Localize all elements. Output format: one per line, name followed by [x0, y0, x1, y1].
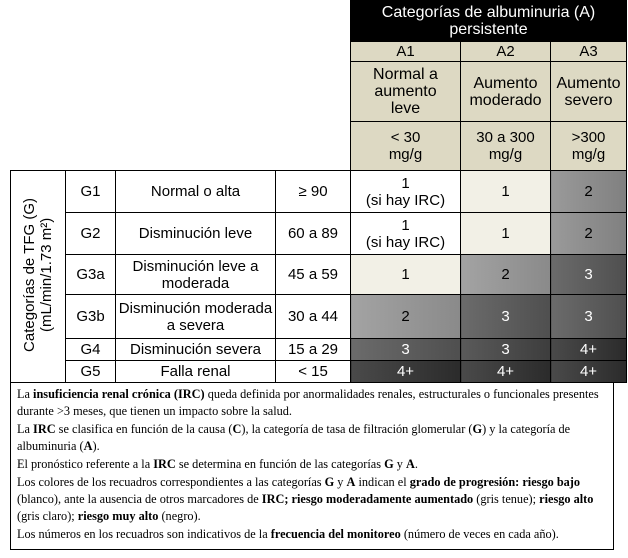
- row-code-g2: G2: [66, 213, 116, 255]
- risk-cell-g5-a1: 4+: [351, 361, 461, 383]
- col-desc-a1-line1: Normal a: [373, 66, 438, 83]
- risk-cell-g2-a1: [351, 213, 461, 255]
- kdigo-risk-table: [10, 0, 627, 383]
- row-code-g1: G1: [66, 171, 116, 213]
- gfr-side-label-text: [21, 198, 55, 352]
- risk-cell-g4-a3: 4+: [551, 339, 627, 361]
- row-desc-g4: Disminución severa: [116, 339, 276, 361]
- risk-cell-g1-a1: [351, 171, 461, 213]
- col-code-a1: A1: [351, 42, 461, 62]
- col-desc-a3: [551, 62, 627, 122]
- col-range-a2: [461, 122, 551, 171]
- risk-cell-g3b-a2: 3: [461, 295, 551, 339]
- col-range-a1: [351, 122, 461, 171]
- col-desc-a3-line2: severo: [564, 91, 613, 109]
- col-desc-a1: [351, 62, 461, 122]
- col-range-a3: [551, 122, 627, 171]
- row-desc-g2: Disminución leve: [116, 213, 276, 255]
- row-range-g2: 60 a 89: [276, 213, 351, 255]
- row-code-g4: G4: [66, 339, 116, 361]
- risk-cell-g1-a2: 1: [461, 171, 551, 213]
- row-code-g3b: G3b: [66, 295, 116, 339]
- risk-cell-g5-a3: 4+: [551, 361, 627, 383]
- risk-cell-g3b-a3: 3: [551, 295, 627, 339]
- row-range-g1: ≥ 90: [276, 171, 351, 213]
- row-range-g5: < 15: [276, 361, 351, 383]
- row-code-g5: G5: [66, 361, 116, 383]
- note-monitoring-frequency: Los números en los recuadros son indicativos de la frecuencia del monitoreo (número de veces en cada año).: [17, 527, 559, 541]
- col-code-a2: A2: [461, 42, 551, 62]
- albuminuria-title-line2: persistente: [449, 21, 528, 38]
- row-range-g4: 15 a 29: [276, 339, 351, 361]
- note-ckd-definition: La insuficiencia renal crónica (IRC) queda definida por anormalidades renales, estructurales o funcionales presentes durante >3 meses, que tienen un impacto sobre la salud.: [17, 387, 599, 418]
- col-range-a1-line2: mg/g: [388, 146, 423, 163]
- row-desc-g3b: Disminución moderada a severa: [116, 295, 276, 339]
- col-desc-a3-line1: Aumento: [556, 74, 621, 92]
- col-desc-a1-line2: aumento: [374, 83, 437, 100]
- row-desc-g3a: Disminución leve a moderada: [116, 255, 276, 295]
- col-range-a2-line1: 30 a 300: [476, 129, 535, 146]
- col-desc-a2-line1: Aumento: [473, 74, 538, 92]
- risk-cell-g2-a3: 2: [551, 213, 627, 255]
- risk-cell-g5-a2: 4+: [461, 361, 551, 383]
- albuminuria-header: [351, 1, 627, 42]
- risk-cell-g1-a1-text: 1 (si hay IRC): [365, 174, 446, 209]
- note-ckd-classification: La IRC se clasifica en función de la causa (C), la categoría de tasa de filtración glomerular (G) y la categoría de albuminuria (A).: [17, 422, 571, 453]
- risk-cell-g3a-a1: 1: [351, 255, 461, 295]
- col-range-a3-line2: mg/g: [571, 146, 606, 163]
- row-code-g3a: G3a: [66, 255, 116, 295]
- col-desc-a1-line3: leve: [390, 100, 421, 117]
- row-range-g3b: 30 a 44: [276, 295, 351, 339]
- risk-cell-g2-a1-text: 1 (si hay IRC): [365, 216, 446, 251]
- kdigo-table-container: [10, 0, 626, 383]
- col-range-a1-line1: < 30: [390, 129, 421, 146]
- col-range-a3-line1: >300: [571, 129, 606, 146]
- col-code-a3: A3: [551, 42, 627, 62]
- risk-cell-g4-a2: 3: [461, 339, 551, 361]
- row-desc-g5: Falla renal: [116, 361, 276, 383]
- gfr-side-label-line1: Categorías de TFG (G): [21, 197, 38, 352]
- risk-cell-g3b-a1: 2: [351, 295, 461, 339]
- gfr-side-label-line2: (mL/min/1.73 m²): [38, 217, 55, 332]
- risk-cell-g4-a1: 3: [351, 339, 461, 361]
- col-desc-a2-line2: moderado: [469, 91, 542, 109]
- row-desc-g1: Normal o alta: [116, 171, 276, 213]
- albuminuria-title-line1: Categorías de albuminuria (A): [381, 4, 596, 21]
- risk-cell-g3a-a3: 3: [551, 255, 627, 295]
- gfr-side-label: [11, 171, 66, 383]
- risk-cell-g2-a2: 1: [461, 213, 551, 255]
- note-prognosis: El pronóstico referente a la IRC se determina en función de las categorías G y A.: [17, 457, 418, 471]
- note-color-legend: Los colores de los recuadros correspondientes a las categorías G y A indican el grado de progresión: riesgo bajo (blanco), ante la ausencia de otros marcadores de IRC; riesgo moderadamente aumentado (gris tenue); riesgo alto (gris claro); riesgo muy alto (negro).: [17, 475, 594, 523]
- col-desc-a2: [461, 62, 551, 122]
- row-range-g3a: 45 a 59: [276, 255, 351, 295]
- col-range-a2-line2: mg/g: [488, 146, 523, 163]
- risk-cell-g3a-a2: 2: [461, 255, 551, 295]
- notes-box: [10, 382, 614, 550]
- risk-cell-g1-a3: 2: [551, 171, 627, 213]
- top-left-blank: [11, 1, 351, 171]
